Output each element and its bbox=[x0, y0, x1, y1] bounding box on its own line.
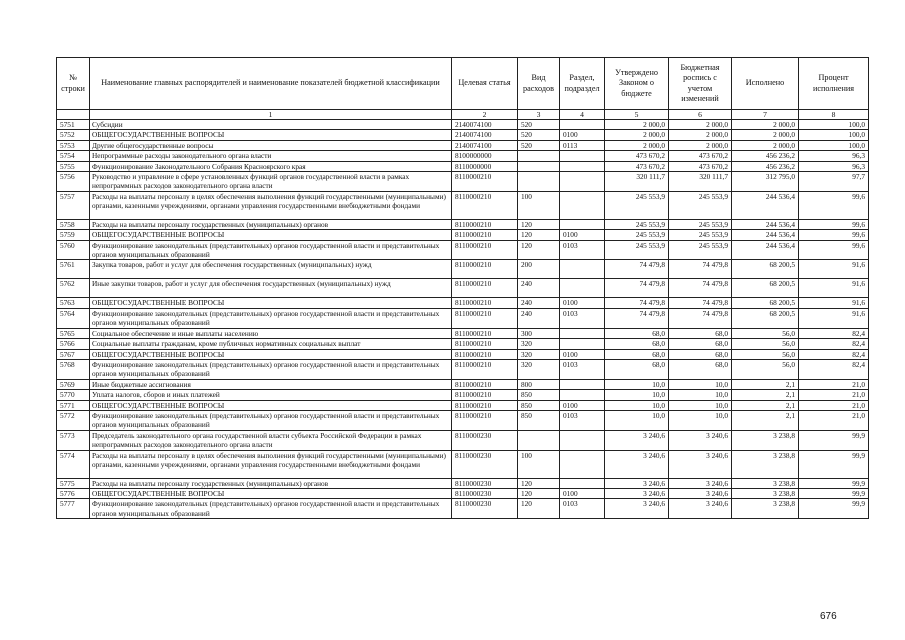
expense-kind-cell: 240 bbox=[518, 279, 560, 298]
budget-amount-cell: 2 000,0 bbox=[669, 130, 732, 140]
expense-kind-cell: 300 bbox=[518, 328, 560, 338]
percent-cell: 99,6 bbox=[799, 219, 869, 229]
section-cell: 0113 bbox=[560, 140, 605, 150]
executed-amount-cell: 2,1 bbox=[732, 410, 799, 430]
table-row bbox=[57, 298, 869, 308]
target-article-cell: 8110000230 bbox=[452, 488, 518, 498]
section-cell bbox=[560, 450, 605, 478]
header-approved: Утверждено Законом о бюджете bbox=[605, 58, 669, 110]
target-article-cell: 2140074100 bbox=[452, 140, 518, 150]
row-number-cell: 5772 bbox=[57, 410, 90, 430]
row-number-cell: 5775 bbox=[57, 478, 90, 488]
table-row bbox=[57, 230, 869, 240]
budget-amount-cell: 245 553,9 bbox=[669, 240, 732, 260]
budget-amount-cell: 473 670,2 bbox=[669, 151, 732, 161]
row-number-cell: 5753 bbox=[57, 140, 90, 150]
table-row bbox=[57, 400, 869, 410]
row-name-cell: Расходы на выплаты персоналу в целях обеспечения выполнения функций государственными (муниципальными) органами, казенными учреждениями, органами управления государственными внебюджетными фондами bbox=[90, 450, 452, 478]
approved-amount-cell: 2 000,0 bbox=[605, 140, 669, 150]
expense-kind-cell: 100 bbox=[518, 191, 560, 219]
row-number-cell: 5751 bbox=[57, 120, 90, 130]
row-name-cell: ОБЩЕГОСУДАРСТВЕННЫЕ ВОПРОСЫ bbox=[90, 298, 452, 308]
target-article-cell: 8110000230 bbox=[452, 499, 518, 519]
percent-cell: 82,4 bbox=[799, 339, 869, 349]
approved-amount-cell: 2 000,0 bbox=[605, 130, 669, 140]
section-cell bbox=[560, 390, 605, 400]
table-row bbox=[57, 339, 869, 349]
row-number-cell: 5752 bbox=[57, 130, 90, 140]
row-name-cell: Другие общегосударственные вопросы bbox=[90, 140, 452, 150]
table-row bbox=[57, 488, 869, 498]
target-article-cell: 8110000210 bbox=[452, 279, 518, 298]
row-number-cell: 5773 bbox=[57, 430, 90, 450]
target-article-cell: 8110000210 bbox=[452, 410, 518, 430]
table-row bbox=[57, 410, 869, 430]
row-name-cell: Функционирование законодательных (представительных) органов государственной власти и представительных органов муниципальных образований bbox=[90, 359, 452, 379]
executed-amount-cell: 2,1 bbox=[732, 390, 799, 400]
approved-amount-cell: 74 479,8 bbox=[605, 260, 669, 279]
header-percent: Процент исполнения bbox=[799, 58, 869, 110]
column-numbers-row bbox=[57, 110, 869, 120]
header-executed: Исполнено bbox=[732, 58, 799, 110]
row-name-cell: Функционирование Законодательного Собрания Красноярского края bbox=[90, 161, 452, 171]
executed-amount-cell: 68 200,5 bbox=[732, 279, 799, 298]
budget-amount-cell: 68,0 bbox=[669, 328, 732, 338]
target-article-cell: 8110000210 bbox=[452, 328, 518, 338]
section-cell bbox=[560, 339, 605, 349]
percent-cell: 99,9 bbox=[799, 488, 869, 498]
budget-amount-cell: 3 240,6 bbox=[669, 478, 732, 488]
row-name-cell: Функционирование законодательных (представительных) органов государственной власти и представительных органов муниципальных образований bbox=[90, 308, 452, 328]
approved-amount-cell: 74 479,8 bbox=[605, 279, 669, 298]
table-row bbox=[57, 349, 869, 359]
target-article-cell: 8110000210 bbox=[452, 359, 518, 379]
section-cell bbox=[560, 219, 605, 229]
percent-cell: 96,3 bbox=[799, 151, 869, 161]
budget-amount-cell: 245 553,9 bbox=[669, 230, 732, 240]
budget-amount-cell: 10,0 bbox=[669, 400, 732, 410]
table-row bbox=[57, 219, 869, 229]
table-row bbox=[57, 161, 869, 171]
target-article-cell: 8110000210 bbox=[452, 379, 518, 389]
approved-amount-cell: 68,0 bbox=[605, 339, 669, 349]
table-row bbox=[57, 130, 869, 140]
expense-kind-cell: 520 bbox=[518, 140, 560, 150]
section-cell bbox=[560, 430, 605, 450]
approved-amount-cell: 473 670,2 bbox=[605, 151, 669, 161]
target-article-cell: 8110000210 bbox=[452, 219, 518, 229]
row-name-cell: Функционирование законодательных (представительных) органов государственной власти и представительных органов муниципальных образований bbox=[90, 240, 452, 260]
table-row bbox=[57, 140, 869, 150]
executed-amount-cell: 2,1 bbox=[732, 400, 799, 410]
executed-amount-cell: 56,0 bbox=[732, 359, 799, 379]
section-cell bbox=[560, 478, 605, 488]
executed-amount-cell: 244 536,4 bbox=[732, 240, 799, 260]
target-article-cell: 2140074100 bbox=[452, 120, 518, 130]
executed-amount-cell: 3 238,8 bbox=[732, 430, 799, 450]
row-name-cell: Функционирование законодательных (представительных) органов государственной власти и представительных органов муниципальных образований bbox=[90, 499, 452, 519]
target-article-cell: 8110000210 bbox=[452, 298, 518, 308]
target-article-cell: 8110000210 bbox=[452, 172, 518, 192]
executed-amount-cell: 56,0 bbox=[732, 349, 799, 359]
row-name-cell: ОБЩЕГОСУДАРСТВЕННЫЕ ВОПРОСЫ bbox=[90, 349, 452, 359]
target-article-cell: 8110000210 bbox=[452, 400, 518, 410]
row-number-cell: 5756 bbox=[57, 172, 90, 192]
percent-cell: 82,4 bbox=[799, 349, 869, 359]
target-article-cell: 8110000210 bbox=[452, 230, 518, 240]
row-number-cell: 5762 bbox=[57, 279, 90, 298]
table-row bbox=[57, 308, 869, 328]
budget-amount-cell: 10,0 bbox=[669, 390, 732, 400]
budget-amount-cell: 3 240,6 bbox=[669, 450, 732, 478]
percent-cell: 21,0 bbox=[799, 400, 869, 410]
row-number-cell: 5768 bbox=[57, 359, 90, 379]
section-cell bbox=[560, 260, 605, 279]
approved-amount-cell: 3 240,6 bbox=[605, 430, 669, 450]
approved-amount-cell: 68,0 bbox=[605, 359, 669, 379]
approved-amount-cell: 2 000,0 bbox=[605, 120, 669, 130]
expense-kind-cell: 520 bbox=[518, 120, 560, 130]
table-row bbox=[57, 279, 869, 298]
executed-amount-cell: 2,1 bbox=[732, 379, 799, 389]
table-row bbox=[57, 260, 869, 279]
expense-kind-cell bbox=[518, 172, 560, 192]
approved-amount-cell: 3 240,6 bbox=[605, 488, 669, 498]
executed-amount-cell: 3 238,8 bbox=[732, 499, 799, 519]
approved-amount-cell: 245 553,9 bbox=[605, 219, 669, 229]
executed-amount-cell: 56,0 bbox=[732, 328, 799, 338]
percent-cell: 100,0 bbox=[799, 120, 869, 130]
row-name-cell: Иные бюджетные ассигнования bbox=[90, 379, 452, 389]
row-name-cell: Социальное обеспечение и иные выплаты населению bbox=[90, 328, 452, 338]
header-budget-schedule: Бюджетная роспись с учетом изменений bbox=[669, 58, 732, 110]
row-name-cell: Субсидии bbox=[90, 120, 452, 130]
executed-amount-cell: 3 238,8 bbox=[732, 450, 799, 478]
row-name-cell: ОБЩЕГОСУДАРСТВЕННЫЕ ВОПРОСЫ bbox=[90, 400, 452, 410]
expense-kind-cell bbox=[518, 151, 560, 161]
expense-kind-cell: 100 bbox=[518, 450, 560, 478]
section-cell: 0100 bbox=[560, 488, 605, 498]
section-cell: 0100 bbox=[560, 230, 605, 240]
percent-cell: 21,0 bbox=[799, 379, 869, 389]
budget-amount-cell: 10,0 bbox=[669, 379, 732, 389]
page-number: 676 bbox=[820, 611, 837, 622]
header-name: Наименование главных распорядителей и наименование показателей бюджетной классификации bbox=[90, 58, 452, 110]
expense-kind-cell: 120 bbox=[518, 230, 560, 240]
budget-amount-cell: 3 240,6 bbox=[669, 430, 732, 450]
percent-cell: 91,6 bbox=[799, 308, 869, 328]
target-article-cell: 8110000210 bbox=[452, 191, 518, 219]
approved-amount-cell: 74 479,8 bbox=[605, 308, 669, 328]
section-cell bbox=[560, 279, 605, 298]
table-row bbox=[57, 328, 869, 338]
section-cell bbox=[560, 120, 605, 130]
approved-amount-cell: 3 240,6 bbox=[605, 499, 669, 519]
column-number: 4 bbox=[560, 110, 605, 120]
target-article-cell: 8110000210 bbox=[452, 260, 518, 279]
percent-cell: 99,6 bbox=[799, 191, 869, 219]
percent-cell: 99,6 bbox=[799, 240, 869, 260]
approved-amount-cell: 10,0 bbox=[605, 400, 669, 410]
percent-cell: 100,0 bbox=[799, 140, 869, 150]
budget-amount-cell: 74 479,8 bbox=[669, 308, 732, 328]
approved-amount-cell: 3 240,6 bbox=[605, 450, 669, 478]
target-article-cell: 8110000210 bbox=[452, 349, 518, 359]
budget-amount-cell: 245 553,9 bbox=[669, 191, 732, 219]
percent-cell: 82,4 bbox=[799, 359, 869, 379]
table-row bbox=[57, 151, 869, 161]
table-row bbox=[57, 450, 869, 478]
row-number-cell: 5763 bbox=[57, 298, 90, 308]
percent-cell: 21,0 bbox=[799, 410, 869, 430]
expense-kind-cell: 320 bbox=[518, 349, 560, 359]
budget-amount-cell: 2 000,0 bbox=[669, 120, 732, 130]
table-row bbox=[57, 499, 869, 519]
budget-amount-cell: 74 479,8 bbox=[669, 279, 732, 298]
percent-cell: 99,9 bbox=[799, 499, 869, 519]
expense-kind-cell: 120 bbox=[518, 488, 560, 498]
row-name-cell: Социальные выплаты гражданам, кроме публичных нормативных социальных выплат bbox=[90, 339, 452, 349]
target-article-cell: 8100000000 bbox=[452, 151, 518, 161]
expense-kind-cell bbox=[518, 161, 560, 171]
budget-amount-cell: 68,0 bbox=[669, 359, 732, 379]
budget-amount-cell: 245 553,9 bbox=[669, 219, 732, 229]
header-section: Раздел, подраздел bbox=[560, 58, 605, 110]
expense-kind-cell: 850 bbox=[518, 410, 560, 430]
column-number: 7 bbox=[732, 110, 799, 120]
row-name-cell: Расходы на выплаты персоналу государственных (муниципальных) органов bbox=[90, 478, 452, 488]
percent-cell: 97,7 bbox=[799, 172, 869, 192]
expense-kind-cell: 320 bbox=[518, 339, 560, 349]
table-row bbox=[57, 120, 869, 130]
budget-amount-cell: 473 670,2 bbox=[669, 161, 732, 171]
table-header-row bbox=[57, 58, 869, 110]
approved-amount-cell: 3 240,6 bbox=[605, 478, 669, 488]
row-name-cell: ОБЩЕГОСУДАРСТВЕННЫЕ ВОПРОСЫ bbox=[90, 130, 452, 140]
expense-kind-cell: 850 bbox=[518, 390, 560, 400]
row-name-cell: Непрограммные расходы законодательного органа власти bbox=[90, 151, 452, 161]
percent-cell: 99,9 bbox=[799, 450, 869, 478]
percent-cell: 99,9 bbox=[799, 478, 869, 488]
percent-cell: 91,6 bbox=[799, 298, 869, 308]
row-number-cell: 5759 bbox=[57, 230, 90, 240]
approved-amount-cell: 473 670,2 bbox=[605, 161, 669, 171]
approved-amount-cell: 245 553,9 bbox=[605, 240, 669, 260]
header-row-number: № строки bbox=[57, 58, 90, 110]
percent-cell: 99,6 bbox=[799, 230, 869, 240]
executed-amount-cell: 456 236,2 bbox=[732, 161, 799, 171]
header-target-article: Целевая статья bbox=[452, 58, 518, 110]
row-number-cell: 5764 bbox=[57, 308, 90, 328]
approved-amount-cell: 245 553,9 bbox=[605, 191, 669, 219]
approved-amount-cell: 68,0 bbox=[605, 328, 669, 338]
column-number: 6 bbox=[669, 110, 732, 120]
section-cell: 0103 bbox=[560, 359, 605, 379]
row-name-cell: ОБЩЕГОСУДАРСТВЕННЫЕ ВОПРОСЫ bbox=[90, 488, 452, 498]
executed-amount-cell: 456 236,2 bbox=[732, 151, 799, 161]
target-article-cell: 8110000210 bbox=[452, 339, 518, 349]
expense-kind-cell: 800 bbox=[518, 379, 560, 389]
row-name-cell: ОБЩЕГОСУДАРСТВЕННЫЕ ВОПРОСЫ bbox=[90, 230, 452, 240]
executed-amount-cell: 312 795,0 bbox=[732, 172, 799, 192]
expense-kind-cell: 850 bbox=[518, 400, 560, 410]
approved-amount-cell: 68,0 bbox=[605, 349, 669, 359]
budget-amount-cell: 2 000,0 bbox=[669, 140, 732, 150]
row-name-cell: Иные закупки товаров, работ и услуг для обеспечения государственных (муниципальных) нужд bbox=[90, 279, 452, 298]
section-cell bbox=[560, 191, 605, 219]
table-row bbox=[57, 379, 869, 389]
row-number-cell: 5755 bbox=[57, 161, 90, 171]
row-number-cell: 5777 bbox=[57, 499, 90, 519]
section-cell bbox=[560, 172, 605, 192]
target-article-cell: 8110000210 bbox=[452, 390, 518, 400]
row-number-cell: 5770 bbox=[57, 390, 90, 400]
budget-amount-cell: 74 479,8 bbox=[669, 260, 732, 279]
executed-amount-cell: 56,0 bbox=[732, 339, 799, 349]
executed-amount-cell: 68 200,5 bbox=[732, 298, 799, 308]
expense-kind-cell: 520 bbox=[518, 130, 560, 140]
row-number-cell: 5766 bbox=[57, 339, 90, 349]
column-number: 5 bbox=[605, 110, 669, 120]
row-number-cell: 5757 bbox=[57, 191, 90, 219]
expense-kind-cell: 120 bbox=[518, 219, 560, 229]
approved-amount-cell: 74 479,8 bbox=[605, 298, 669, 308]
section-cell bbox=[560, 328, 605, 338]
section-cell bbox=[560, 161, 605, 171]
row-number-cell: 5765 bbox=[57, 328, 90, 338]
target-article-cell: 8110000230 bbox=[452, 430, 518, 450]
section-cell: 0103 bbox=[560, 240, 605, 260]
row-name-cell: Расходы на выплаты персоналу в целях обеспечения выполнения функций государственными (муниципальными) органами, казенными учреждениями, органами управления государственными внебюджетными фондами bbox=[90, 191, 452, 219]
executed-amount-cell: 244 536,4 bbox=[732, 219, 799, 229]
executed-amount-cell: 244 536,4 bbox=[732, 230, 799, 240]
expense-kind-cell: 240 bbox=[518, 308, 560, 328]
expense-kind-cell: 120 bbox=[518, 499, 560, 519]
percent-cell: 96,3 bbox=[799, 161, 869, 171]
table-row bbox=[57, 172, 869, 192]
section-cell bbox=[560, 151, 605, 161]
row-name-cell: Руководство и управление в сфере установленных функций органов государственной власти в рамках непрограммных расходов законодательного органа власти bbox=[90, 172, 452, 192]
section-cell: 0103 bbox=[560, 308, 605, 328]
budget-table bbox=[56, 57, 869, 519]
expense-kind-cell: 120 bbox=[518, 240, 560, 260]
percent-cell: 21,0 bbox=[799, 390, 869, 400]
budget-report-sheet bbox=[56, 57, 869, 519]
target-article-cell: 8110000210 bbox=[452, 308, 518, 328]
target-article-cell: 8110000230 bbox=[452, 450, 518, 478]
executed-amount-cell: 2 000,0 bbox=[732, 140, 799, 150]
section-cell: 0100 bbox=[560, 349, 605, 359]
target-article-cell: 8110000230 bbox=[452, 478, 518, 488]
section-cell: 0103 bbox=[560, 410, 605, 430]
percent-cell: 91,6 bbox=[799, 279, 869, 298]
executed-amount-cell: 68 200,5 bbox=[732, 260, 799, 279]
column-number: 1 bbox=[90, 110, 452, 120]
target-article-cell: 2140074100 bbox=[452, 130, 518, 140]
executed-amount-cell: 2 000,0 bbox=[732, 130, 799, 140]
section-cell: 0103 bbox=[560, 499, 605, 519]
column-number: 3 bbox=[518, 110, 560, 120]
executed-amount-cell: 3 238,8 bbox=[732, 488, 799, 498]
row-number-cell: 5761 bbox=[57, 260, 90, 279]
expense-kind-cell: 120 bbox=[518, 478, 560, 488]
target-article-cell: 8110000210 bbox=[452, 240, 518, 260]
row-name-cell: Закупка товаров, работ и услуг для обеспечения государственных (муниципальных) нужд bbox=[90, 260, 452, 279]
row-number-cell: 5758 bbox=[57, 219, 90, 229]
row-name-cell: Расходы на выплаты персоналу государственных (муниципальных) органов bbox=[90, 219, 452, 229]
percent-cell: 100,0 bbox=[799, 130, 869, 140]
section-cell: 0100 bbox=[560, 400, 605, 410]
expense-kind-cell bbox=[518, 430, 560, 450]
row-number-cell: 5760 bbox=[57, 240, 90, 260]
approved-amount-cell: 10,0 bbox=[605, 379, 669, 389]
budget-amount-cell: 3 240,6 bbox=[669, 499, 732, 519]
table-body bbox=[57, 120, 869, 519]
approved-amount-cell: 10,0 bbox=[605, 390, 669, 400]
approved-amount-cell: 245 553,9 bbox=[605, 230, 669, 240]
approved-amount-cell: 10,0 bbox=[605, 410, 669, 430]
executed-amount-cell: 3 238,8 bbox=[732, 478, 799, 488]
table-row bbox=[57, 390, 869, 400]
budget-amount-cell: 68,0 bbox=[669, 349, 732, 359]
budget-amount-cell: 68,0 bbox=[669, 339, 732, 349]
budget-amount-cell: 74 479,8 bbox=[669, 298, 732, 308]
executed-amount-cell: 244 536,4 bbox=[732, 191, 799, 219]
executed-amount-cell: 2 000,0 bbox=[732, 120, 799, 130]
expense-kind-cell: 240 bbox=[518, 298, 560, 308]
budget-amount-cell: 320 111,7 bbox=[669, 172, 732, 192]
section-cell: 0100 bbox=[560, 298, 605, 308]
table-row bbox=[57, 359, 869, 379]
row-number-cell: 5776 bbox=[57, 488, 90, 498]
row-name-cell: Уплата налогов, сборов и иных платежей bbox=[90, 390, 452, 400]
executed-amount-cell: 68 200,5 bbox=[732, 308, 799, 328]
column-number bbox=[57, 110, 90, 120]
percent-cell: 91,6 bbox=[799, 260, 869, 279]
section-cell bbox=[560, 379, 605, 389]
row-number-cell: 5754 bbox=[57, 151, 90, 161]
budget-amount-cell: 3 240,6 bbox=[669, 488, 732, 498]
percent-cell: 99,9 bbox=[799, 430, 869, 450]
approved-amount-cell: 320 111,7 bbox=[605, 172, 669, 192]
target-article-cell: 8110000000 bbox=[452, 161, 518, 171]
table-row bbox=[57, 191, 869, 219]
table-row bbox=[57, 430, 869, 450]
table-row bbox=[57, 478, 869, 488]
row-name-cell: Председатель законодательного органа государственной власти субъекта Российской Федерации в рамках непрограммных расходов законодательного органа власти bbox=[90, 430, 452, 450]
row-number-cell: 5767 bbox=[57, 349, 90, 359]
expense-kind-cell: 200 bbox=[518, 260, 560, 279]
expense-kind-cell: 320 bbox=[518, 359, 560, 379]
row-name-cell: Функционирование законодательных (представительных) органов государственной власти и представительных органов муниципальных образований bbox=[90, 410, 452, 430]
row-number-cell: 5769 bbox=[57, 379, 90, 389]
budget-amount-cell: 10,0 bbox=[669, 410, 732, 430]
column-number: 8 bbox=[799, 110, 869, 120]
header-expense-kind: Вид расходов bbox=[518, 58, 560, 110]
table-row bbox=[57, 240, 869, 260]
row-number-cell: 5774 bbox=[57, 450, 90, 478]
percent-cell: 82,4 bbox=[799, 328, 869, 338]
section-cell: 0100 bbox=[560, 130, 605, 140]
column-number: 2 bbox=[452, 110, 518, 120]
row-number-cell: 5771 bbox=[57, 400, 90, 410]
